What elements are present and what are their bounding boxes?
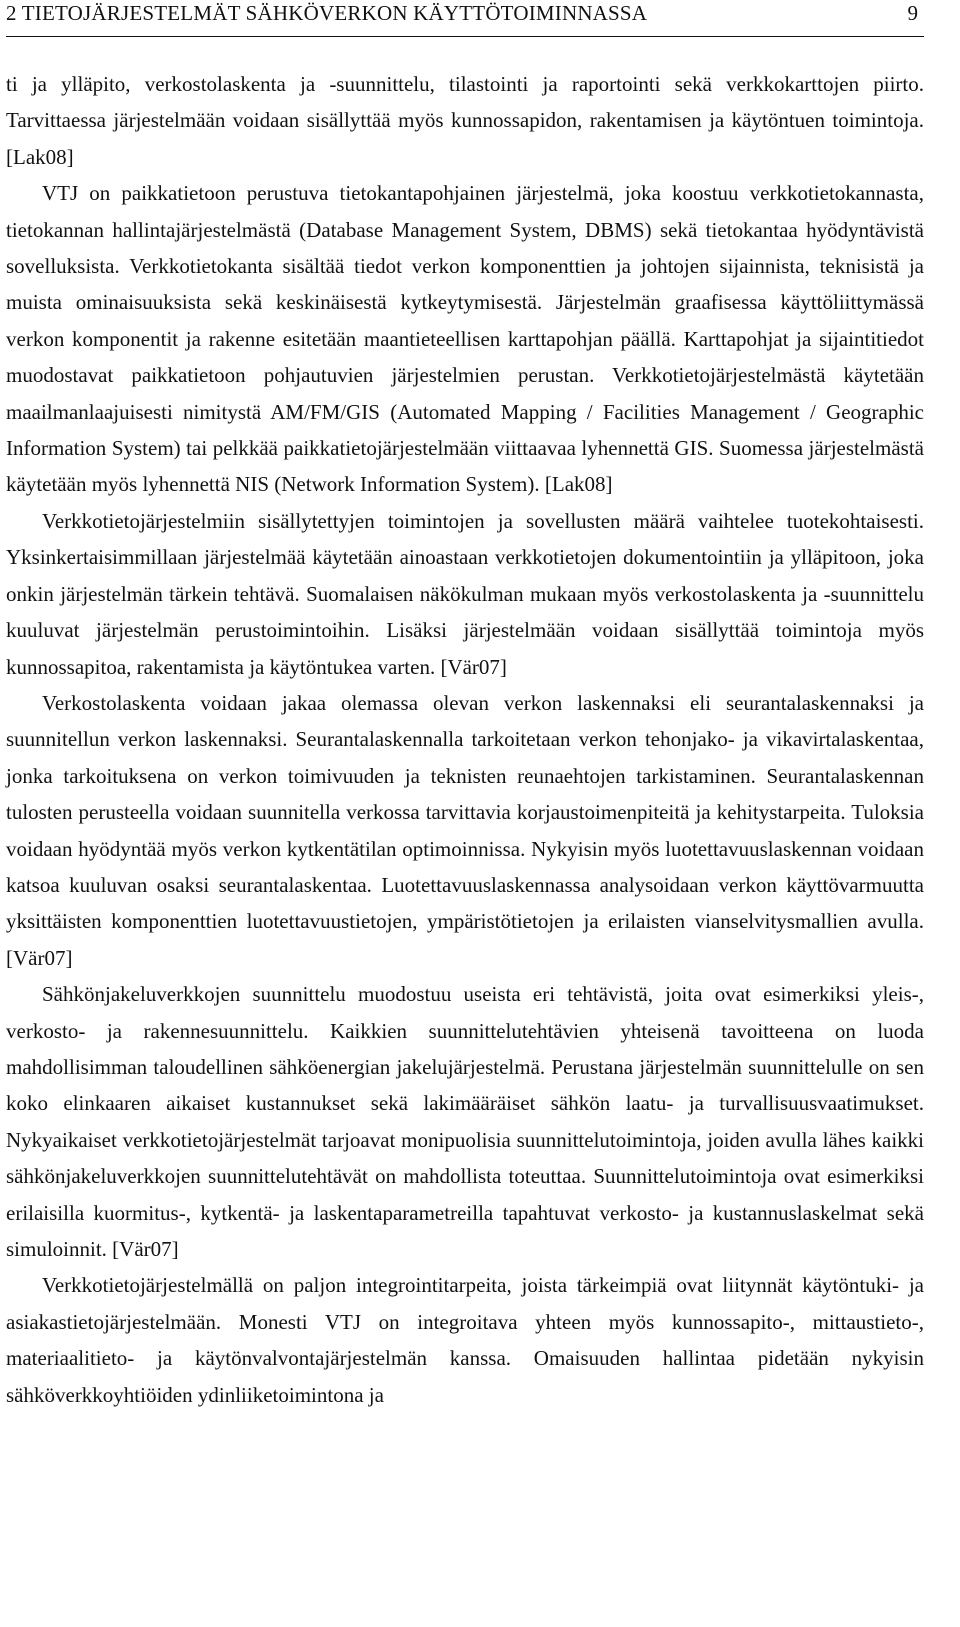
- body-text: [6, 66, 924, 1413]
- document-page: [6, 0, 924, 1627]
- paragraph-continuation: ti ja ylläpito, verkostolaskenta ja -suunnittelu, tilastointi ja raportointi sekä verkkokarttojen piirto. Tarvittaessa järjestelmään voidaan sisällyttää myös kunnossapidon, rakentamisen ja käytöntuen toimintoja. [Lak08]: [6, 72, 924, 169]
- paragraph-network-calculation: Verkostolaskenta voidaan jakaa olemassa olevan verkon laskennaksi eli seurantalaskennaksi ja suunnitellun verkon laskennaksi. Seurantalaskennalla tarkoitetaan verkon tehonjako- ja vikavirtalaskentaa, jonka tarkoituksena on verkon toimivuuden ja teknisten reunaehtojen tarkistaminen. Seurantalaskennan tulosten perusteella voidaan suunnitella verkossa tarvittavia korjaustoimenpiteitä ja kehitystarpeita. Tuloksia voidaan hyödyntää myös verkon kytkentätilan optimoinnissa. Nykyisin myös luotettavuuslaskennan voidaan katsoa kuuluvan osaksi seurantalaskentaa. Luotettavuuslaskennassa analysoidaan verkon käyttövarmuutta yksittäisten komponenttien luotettavuustietojen, ympäristötietojen ja erilaisten vianselvitysmallien avulla. [Vär07]: [6, 690, 924, 970]
- paragraph-vtj-definition: VTJ on paikkatietoon perustuva tietokantapohjainen järjestelmä, joka koostuu verkkotietokannasta, tietokannan hallintajärjestelmästä (Database Management System, DBMS) sekä tietokantaa hyödyntävistä sovelluksista. Verkkotietokanta sisältää tiedot verkon komponenttien ja johtojen sijainnista, teknisistä ja muista ominaisuuksista sekä keskinäisestä kytkeytymisestä. Järjestelmän graafisessa käyttöliittymässä verkon komponentit ja rakenne esitetään maantieteellisen karttapohjan päällä. Karttapohjat ja sijaintitiedot muodostavat paikkatietoon pohjautuvien järjestelmien perustan. Verkkotietojärjestelmästä käytetään maailmanlaajuisesti nimitystä AM/FM/GIS (Automated Mapping / Facilities Management / Geographic Information System) tai pelkkää paikkatietojärjestelmään viittaavaa lyhennettä GIS. Suomessa järjestelmästä käytetään myös lyhennettä NIS (Network Information System). [Lak08]: [6, 181, 924, 497]
- chapter-title: 2 TIETOJÄRJESTELMÄT SÄHKÖVERKON KÄYTTÖTOIMINNASSA: [6, 1, 648, 25]
- paragraph-planning: Sähkönjakeluverkkojen suunnittelu muodostuu useista eri tehtävistä, joita ovat esimerkiksi yleis-, verkosto- ja rakennesuunnittelu. Kaikkien suunnittelutehtävien yhteisenä tavoitteena on luoda mahdollisimman taloudellinen sähköenergian jakelujärjestelmä. Perustana järjestelmän suunnittelulle on sen koko elinkaaren aikaiset kustannukset sekä lakimääräiset sähkön laatu- ja turvallisuusvaatimukset. Nykyaikaiset verkkotietojärjestelmät tarjoavat monipuolisia suunnittelutoimintoja, joiden avulla lähes kaikki sähkönjakeluverkkojen suunnittelutehtävät on mahdollista toteuttaa. Suunnittelutoimintoja ovat esimerkiksi erilaisilla kuormitus-, kytkentä- ja laskentaparametreilla tapahtuvat verkosto- ja kustannuslaskelmat sekä simuloinnit. [Vär07]: [6, 982, 924, 1261]
- running-header: [6, 0, 924, 37]
- paragraph-functions: Verkkotietojärjestelmiin sisällytettyjen toimintojen ja sovellusten määrä vaihtelee tuotekohtaisesti. Yksinkertaisimmillaan järjestelmää käytetään ainoastaan verkkotietojen dokumentointiin ja ylläpitoon, joka onkin järjestelmän tärkein tehtävä. Suomalaisen näkökulman mukaan myös verkostolaskenta ja -suunnittelu kuuluvat järjestelmän perustoimintoihin. Lisäksi järjestelmään voidaan sisällyttää toimintoja myös kunnossapitoa, rakentamista ja käytöntukea varten. [Vär07]: [6, 508, 924, 679]
- paragraph-integration: Verkkotietojärjestelmällä on paljon integrointitarpeita, joista tärkeimpiä ovat liitynnät käytöntuki- ja asiakastietojärjestelmään. Monesti VTJ on integroitava yhteen myös kunnossapito-, mittaustieto-, materiaalitieto- ja käytönvalvontajärjestelmän kanssa. Omaisuuden hallintaa pidetään nykyisin sähköverkkoyhtiöiden ydinliiketoimintona ja: [6, 1273, 924, 1407]
- page-number: 9: [907, 1, 918, 25]
